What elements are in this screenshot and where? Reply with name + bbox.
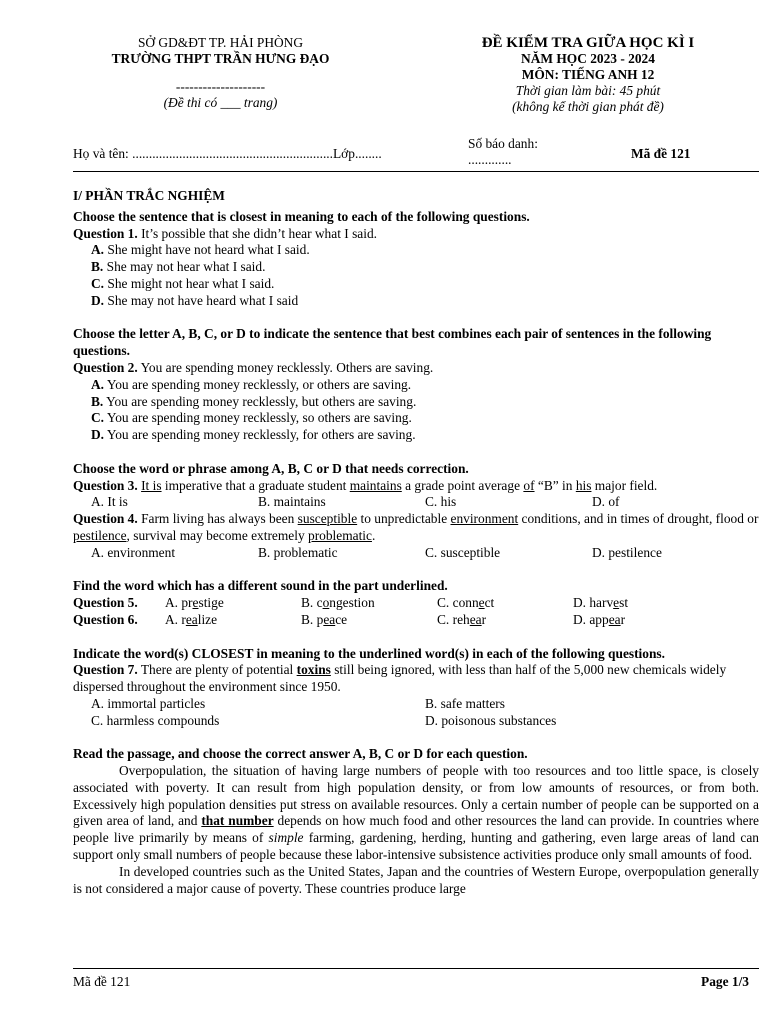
option-a: A. prestige bbox=[165, 595, 224, 611]
option-b bbox=[73, 259, 759, 276]
option-a bbox=[73, 377, 759, 394]
option-letter: C. bbox=[91, 410, 105, 426]
option-b: B. safe matters bbox=[425, 695, 505, 711]
section-title: I/ PHẦN TRẮC NGHIỆM bbox=[73, 188, 225, 203]
underlined-text: toxins bbox=[296, 662, 331, 678]
option-d: D. appear bbox=[573, 611, 626, 627]
option-text: She might not hear what I said. bbox=[104, 275, 275, 291]
school-year: NĂM HỌC 2023 - 2024 bbox=[521, 51, 655, 66]
option-b bbox=[73, 394, 759, 411]
question-7 bbox=[73, 662, 759, 696]
exam-info bbox=[408, 35, 768, 115]
duration-note: (không kể thời gian phát đề) bbox=[512, 99, 664, 114]
option-text: You are spending money recklessly, for others are saving. bbox=[104, 427, 416, 443]
question-label: Question 3. bbox=[73, 477, 138, 493]
footer-rule bbox=[73, 968, 759, 969]
q7-options-row1 bbox=[73, 696, 759, 713]
exam-code: Mã đề 121 bbox=[631, 146, 691, 161]
text: . bbox=[371, 527, 376, 543]
text: imperative that a graduate student bbox=[161, 477, 350, 493]
option-a: A. realize bbox=[165, 611, 218, 627]
option-b: B. congestion bbox=[301, 595, 375, 611]
underlined-text: pestilence bbox=[73, 527, 127, 543]
option-c: C. connect bbox=[437, 595, 495, 611]
option-d bbox=[73, 427, 759, 444]
question-6 bbox=[73, 612, 759, 629]
underlined-text: environment bbox=[450, 511, 519, 527]
text: Farm living has always been bbox=[137, 511, 298, 527]
option-d: D. harvest bbox=[573, 595, 629, 611]
option-c bbox=[73, 276, 759, 293]
underlined-text: of bbox=[523, 477, 535, 493]
option-d: D. pestilence bbox=[592, 544, 662, 560]
underlined-text: It is bbox=[141, 477, 162, 493]
part5-instruction: Indicate the word(s) CLOSEST in meaning to the underlined word(s) in each of the following questions. bbox=[73, 645, 665, 661]
subject: MÔN: TIẾNG ANH 12 bbox=[521, 67, 655, 82]
candidate-number-dots: ............. bbox=[468, 152, 512, 167]
option-d: D. of bbox=[592, 494, 620, 510]
option-letter: C. bbox=[91, 275, 105, 291]
option-c: C. susceptible bbox=[425, 544, 501, 560]
student-id-row bbox=[73, 136, 759, 170]
option-b: B. peace bbox=[301, 611, 348, 627]
option-letter: B. bbox=[91, 259, 104, 275]
option-b: B. maintains bbox=[258, 494, 326, 510]
text: major field. bbox=[591, 477, 658, 493]
option-text: She may not hear what I said. bbox=[103, 259, 266, 275]
page-number: Page 1/3 bbox=[701, 974, 749, 989]
passage-paragraph-1: Overpopulation, the situation of having large numbers of people with too resources and too little space, is closely associated with poverty. It can result from high population density, or from low amounts of resources, or from both. Excessively high population densities put stress on available resources. Only a certain number of people can be supported on a given area of land, and that number depends on how much food and other resources the land can provide. In countries where people live primarily by means of simple farming, gardening, herding, hunting and gathering, even large areas of land can support only small numbers of people because these labor-intensive subsistence activities produce only small amounts of food. bbox=[73, 763, 760, 863]
option-text: You are spending money recklessly, or others are saving. bbox=[104, 376, 412, 392]
option-letter: A. bbox=[91, 242, 105, 258]
candidate-number-field bbox=[468, 136, 538, 168]
dash-divider: -------------------- bbox=[175, 79, 266, 94]
underlined-text: his bbox=[575, 477, 592, 493]
option-a: A. immortal particles bbox=[91, 695, 206, 711]
text: to unpredictable bbox=[357, 511, 451, 527]
name-class-field: Họ và tên: ............................................................Lớp........ bbox=[73, 146, 382, 161]
question-2 bbox=[73, 360, 759, 377]
option-a: A. environment bbox=[91, 544, 176, 560]
question-label: Question 7. bbox=[73, 662, 138, 678]
part2-instruction: Choose the letter A, B, C, or D to indicate the sentence that best combines each pair of sentences in the following questions. bbox=[73, 326, 712, 359]
part4-instruction: Find the word which has a different sound in the part underlined. bbox=[73, 578, 448, 594]
passage-paragraph-2: In developed countries such as the United States, Japan and the countries of Western Europe, overpopulation generally is not considered a major cause of poverty. These countries produce large bbox=[73, 863, 759, 896]
option-letter: D. bbox=[91, 292, 105, 308]
option-a bbox=[73, 242, 759, 259]
part6-instruction: Read the passage, and choose the correct answer A, B, C or D for each question. bbox=[73, 746, 528, 762]
question-3 bbox=[73, 478, 759, 495]
option-d: D. poisonous substances bbox=[425, 712, 557, 728]
footer-exam-code: Mã đề 121 bbox=[73, 974, 131, 989]
option-letter: D. bbox=[91, 427, 105, 443]
q7-options-row2 bbox=[73, 713, 759, 730]
underlined-text: problematic bbox=[308, 527, 372, 543]
duration: Thời gian làm bài: 45 phút bbox=[515, 83, 661, 98]
option-text: You are spending money recklessly, so others are saving. bbox=[104, 410, 412, 426]
department-name: SỞ GD&ĐT TP. HẢI PHÒNG bbox=[137, 35, 304, 50]
underlined-text: susceptible bbox=[297, 511, 358, 527]
option-a: A. It is bbox=[91, 494, 128, 510]
option-letter: B. bbox=[91, 393, 104, 409]
option-b: B. problematic bbox=[258, 544, 338, 560]
part3-instruction: Choose the word or phrase among A, B, C or D that needs correction. bbox=[73, 460, 469, 476]
school-name: TRƯỜNG THPT TRẦN HƯNG ĐẠO bbox=[111, 51, 330, 66]
question-text: You are spending money recklessly. Others are saving. bbox=[137, 359, 434, 375]
question-label: Question 1. bbox=[73, 225, 138, 241]
option-c: C. his bbox=[425, 494, 457, 510]
text: There are plenty of potential bbox=[137, 662, 297, 678]
option-c: C. rehear bbox=[437, 611, 487, 627]
school-info bbox=[73, 35, 368, 111]
option-c: C. harmless compounds bbox=[91, 712, 220, 728]
question-5 bbox=[73, 595, 759, 612]
question-4 bbox=[73, 511, 759, 545]
option-c bbox=[73, 410, 759, 427]
header-rule bbox=[73, 171, 759, 172]
option-d bbox=[73, 293, 759, 310]
option-letter: A. bbox=[91, 376, 105, 392]
part1-instruction: Choose the sentence that is closest in meaning to each of the following questions. bbox=[73, 208, 530, 224]
question-label: Question 5. bbox=[73, 595, 138, 611]
text: , survival may become extremely bbox=[126, 527, 309, 543]
exam-title: ĐỀ KIỂM TRA GIỮA HỌC KÌ I bbox=[481, 35, 695, 51]
question-text: It’s possible that she didn’t hear what I said. bbox=[137, 225, 377, 241]
question-label: Question 2. bbox=[73, 359, 138, 375]
text: “B” in bbox=[534, 477, 576, 493]
q3-options bbox=[73, 494, 759, 511]
question-1 bbox=[73, 226, 759, 243]
page-count-note: (Đề thi có ___ trang) bbox=[163, 95, 278, 110]
question-label: Question 4. bbox=[73, 511, 138, 527]
question-label: Question 6. bbox=[73, 611, 138, 627]
q4-options bbox=[73, 545, 759, 562]
option-text: You are spending money recklessly, but others are saving. bbox=[103, 393, 417, 409]
italic-text: simple bbox=[268, 830, 304, 846]
text: conditions, and in times of drought, flood or bbox=[518, 511, 759, 527]
candidate-number-label: Số báo danh: bbox=[468, 136, 538, 151]
option-text: She might have not heard what I said. bbox=[104, 242, 310, 258]
underlined-text: maintains bbox=[349, 477, 402, 493]
text: a grade point average bbox=[401, 477, 524, 493]
underlined-text: that number bbox=[201, 813, 274, 829]
text: still being ignored, with less than half of the 5,000 new chemicals widely dispersed throughout the environment since 1950. bbox=[73, 662, 727, 695]
option-text: She may not have heard what I said bbox=[104, 292, 299, 308]
exam-body bbox=[73, 188, 759, 897]
exam-header bbox=[73, 35, 759, 125]
